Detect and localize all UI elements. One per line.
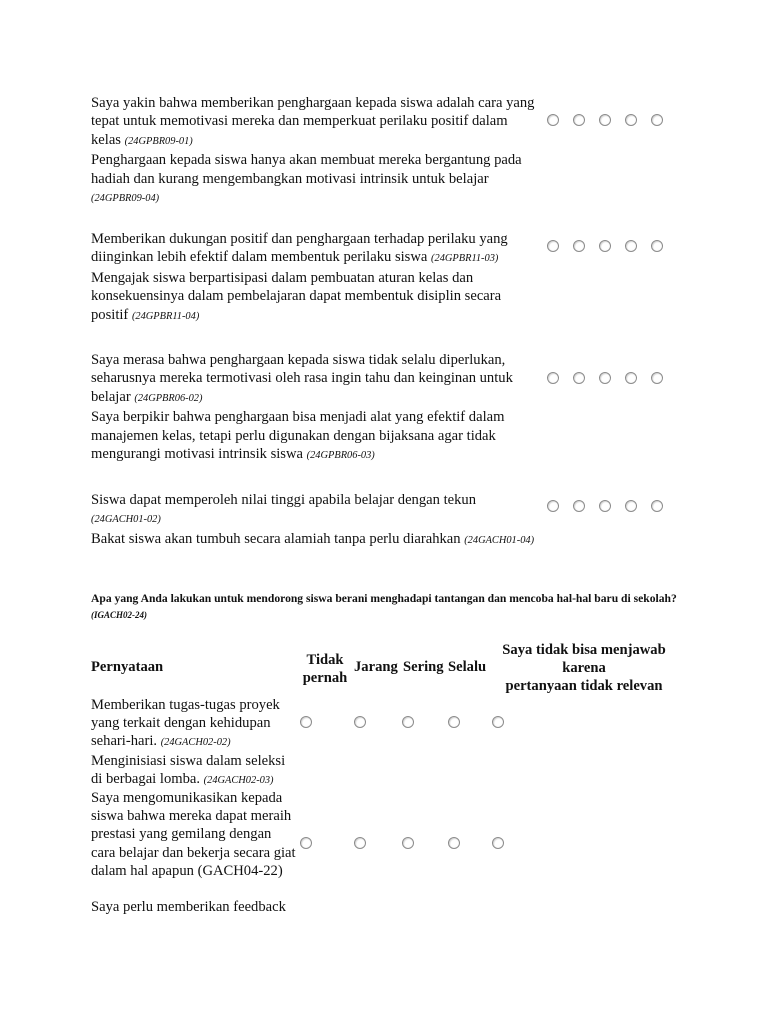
radio-option-5[interactable]: [651, 500, 663, 512]
radio-option-5[interactable]: [651, 240, 663, 252]
statement-text: Siswa dapat memperoleh nilai tinggi apabila belajar dengan tekun (24GACH01-02): [91, 492, 476, 526]
likert-item-1: [91, 94, 541, 208]
radio-option-2[interactable]: [573, 500, 585, 512]
likert-radio-group-3: [547, 372, 663, 384]
statement-text: Saya yakin bahwa memberikan penghargaan kepada siswa adalah cara yang tepat untuk memotivasi mereka dan memperkuat perilaku positif dalam kelas (24GPBR09-01): [91, 95, 535, 148]
statement-code: (24GPBR06-02): [134, 392, 203, 404]
row1-radio-often[interactable]: [402, 716, 414, 728]
question-code: (IGACH02-24): [91, 609, 147, 620]
radio-option-2[interactable]: [573, 240, 585, 252]
likert-radio-group-4: [547, 500, 663, 512]
table-row-2: Menginisiasi siswa dalam seleksi di berbagai lomba. (24GACH02-03): [91, 753, 286, 788]
radio-option-4[interactable]: [625, 500, 637, 512]
statement-code: (24GPBR09-04): [91, 193, 160, 205]
statement-text: Penghargaan kepada siswa hanya akan membuat mereka bergantung pada hadiah dan kurang mengembangkan motivasi intrinsik untuk belajar (24GPBR09-04): [91, 152, 522, 205]
likert-item-3: [91, 351, 541, 465]
header-never: Tidak pernah: [302, 652, 348, 686]
radio-option-3[interactable]: [599, 240, 611, 252]
statement-code: (24GACH01-02): [91, 514, 161, 526]
statement-text: Saya merasa bahwa penghargaan kepada siswa tidak selalu diperlukan, seharusnya mereka termotivasi oleh rasa ingin tahu dan keinginan untuk belajar (24GPBR06-02): [91, 352, 513, 405]
radio-option-5[interactable]: [651, 114, 663, 126]
statement-text: Bakat siswa akan tumbuh secara alamiah tanpa perlu diarahkan (24GACH01-04): [91, 530, 535, 547]
radio-option-1[interactable]: [547, 372, 559, 384]
radio-option-3[interactable]: [599, 114, 611, 126]
header-always: Selalu: [448, 659, 487, 675]
row-code: (24GACH02-02): [160, 737, 231, 749]
row3-radio-often[interactable]: [402, 837, 414, 849]
header-na-line2: pertanyaan tidak relevan: [505, 678, 663, 694]
likert-radio-group-2: [547, 240, 663, 252]
header-often: Sering: [403, 659, 444, 675]
statement-code: (24GACH01-04): [464, 534, 535, 546]
question-heading: Apa yang Anda lakukan untuk mendorong siswa berani menghadapi tantangan dan mencoba hal-hal baru di sekolah? (IGACH02-24): [91, 592, 677, 620]
row1-radio-never[interactable]: [300, 716, 312, 728]
radio-option-1[interactable]: [547, 114, 559, 126]
radio-option-2[interactable]: [573, 114, 585, 126]
statement-text: Mengajak siswa berpartisipasi dalam pembuatan aturan kelas dan konsekuensinya dalam pembelajaran dapat membentuk disiplin secara positif (24GPBR11-04): [91, 269, 502, 323]
row-code: (GACH04-22): [197, 862, 283, 879]
statement-code: (24GPBR06-03): [306, 450, 375, 462]
statement-code: (24GPBR11-04): [131, 310, 200, 322]
row1-radio-rarely[interactable]: [354, 716, 366, 728]
likert-item-2: [91, 230, 541, 326]
row3-radio-never[interactable]: [300, 837, 312, 849]
row-code: (24GACH02-03): [203, 775, 274, 787]
row3-radio-not-applicable[interactable]: [492, 837, 504, 849]
header-statement: Pernyataan: [91, 659, 164, 675]
radio-option-4[interactable]: [625, 240, 637, 252]
radio-option-1[interactable]: [547, 240, 559, 252]
likert-item-4: [91, 491, 541, 550]
row1-radio-not-applicable[interactable]: [492, 716, 504, 728]
radio-option-1[interactable]: [547, 500, 559, 512]
likert-radio-group-1: [547, 114, 663, 126]
header-not-applicable: [497, 641, 671, 695]
table-row-4: Saya perlu memberikan feedback: [91, 899, 286, 915]
radio-option-3[interactable]: [599, 372, 611, 384]
radio-option-2[interactable]: [573, 372, 585, 384]
header-rarely: Jarang: [354, 659, 398, 675]
radio-option-4[interactable]: [625, 114, 637, 126]
statement-text: Memberikan dukungan positif dan penghargaan terhadap perilaku yang diinginkan lebih efektif dalam membentuk perilaku siswa (24GPBR11-03): [91, 231, 508, 266]
header-na-line1: Saya tidak bisa menjawab karena: [502, 642, 666, 676]
statement-text: Saya berpikir bahwa penghargaan bisa menjadi alat yang efektif dalam manajemen kelas, tetapi perlu digunakan dengan bijaksana agar tidak mengurangi motivasi intrinsik siswa (24GPBR06-03): [91, 409, 505, 463]
radio-option-5[interactable]: [651, 372, 663, 384]
radio-option-4[interactable]: [625, 372, 637, 384]
row3-radio-rarely[interactable]: [354, 837, 366, 849]
radio-option-3[interactable]: [599, 500, 611, 512]
table-row-1: Memberikan tugas-tugas proyek yang terkait dengan kehidupan sehari-hari. (24GACH02-02): [91, 697, 280, 750]
row3-radio-always[interactable]: [448, 837, 460, 849]
statement-code: (24GPBR11-03): [431, 253, 499, 265]
statement-code: (24GPBR09-01): [124, 135, 193, 147]
table-row-3: Saya mengomunikasikan kepada siswa bahwa mereka dapat meraih prestasi yang gemilang dengan cara belajar dan bekerja secara giat dalam hal apapun (GACH04-22): [91, 790, 296, 879]
row1-radio-always[interactable]: [448, 716, 460, 728]
